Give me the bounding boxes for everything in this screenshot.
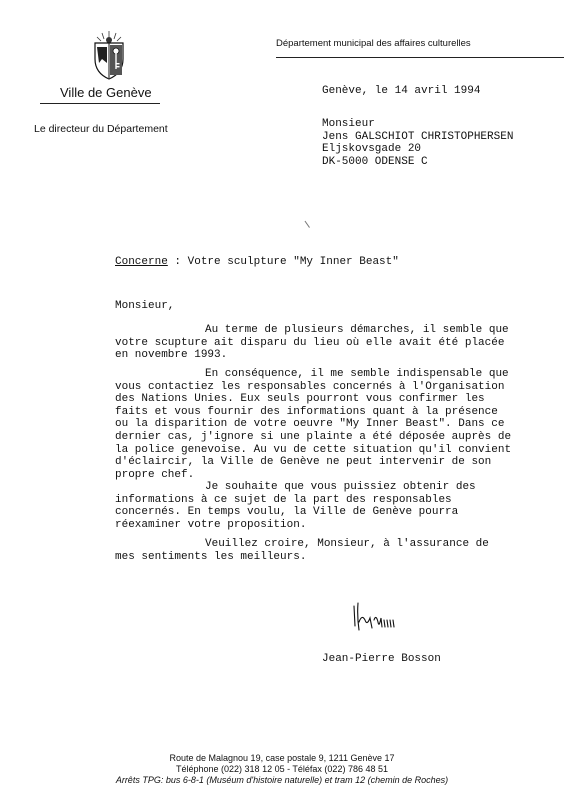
- date-line: Genève, le 14 avril 1994: [322, 85, 481, 97]
- paragraph-line: faits et vous fournir des informations quant à la présence: [115, 405, 498, 418]
- paragraph-line: des Nations Unies. Eux seuls pourront vous confirmer les: [115, 393, 485, 406]
- recipient-line: Jens GALSCHIOT CHRISTOPHERSEN: [322, 130, 514, 143]
- handwritten-signature: [348, 600, 408, 640]
- paragraph-line: dernier cas, j'ignore si une plainte a été déposée auprès de: [115, 430, 512, 443]
- paragraph-line: concernés. En temps voulu, la Ville de Genève pourra: [115, 506, 459, 519]
- sender-title: Le directeur du Département: [34, 123, 168, 135]
- paragraph-3: [115, 481, 476, 531]
- paragraph-line: en novembre 1993.: [115, 349, 228, 362]
- paragraph-line: réexaminer votre proposition.: [115, 518, 307, 531]
- paragraph-line: ou la disparition de votre oeuvre "My Inner Beast". Dans ce: [115, 418, 505, 431]
- paragraph-line: Au terme de plusieurs démarches, il semble que: [205, 324, 509, 336]
- recipient-address: [322, 118, 513, 168]
- signer-name: Jean-Pierre Bosson: [322, 653, 441, 665]
- subject-label: Concerne: [115, 256, 168, 268]
- paragraph-line: vous contactiez les responsables concernés à l'Organisation: [115, 380, 505, 393]
- closing-paragraph: [115, 538, 489, 563]
- department-rule: [276, 57, 564, 58]
- paragraph-line: Je souhaite que vous puissiez obtenir des: [205, 481, 476, 493]
- city-rule: [40, 103, 160, 104]
- paragraph-line: d'éclaircir, la Ville de Genève ne peut intervenir de son: [115, 456, 492, 469]
- paragraph-line: mes sentiments les meilleurs.: [115, 550, 307, 563]
- paragraph-line: Veuillez croire, Monsieur, à l'assurance de: [205, 538, 489, 550]
- subject-text: : Votre sculpture "My Inner Beast": [167, 256, 399, 268]
- city-name: Ville de Genève: [60, 85, 152, 100]
- paragraph-line: informations à ce sujet de la part des responsables: [115, 493, 452, 506]
- subject-line: [115, 256, 399, 268]
- paragraph-line: propre chef.: [115, 468, 195, 481]
- recipient-line: Monsieur: [322, 118, 375, 130]
- department-title: Département municipal des affaires culturelles: [276, 38, 471, 49]
- recipient-line: Eljskovsgade 20: [322, 143, 422, 155]
- paragraph-line: votre scupture ait disparu du lieu où elle avait été placée: [115, 336, 505, 349]
- geneva-coat-of-arms-icon: [89, 29, 129, 81]
- footer-address: Route de Malagnou 19, case postale 9, 1211 Genève 17: [169, 753, 395, 763]
- paragraph-2: [115, 368, 512, 481]
- salutation: Monsieur,: [115, 300, 175, 312]
- recipient-line: DK-5000 ODENSE C: [322, 155, 428, 168]
- footer-transport: Arrêts TPG: bus 6-8-1 (Muséum d'histoire naturelle) et tram 12 (chemin de Roches): [115, 775, 449, 785]
- footer-phone: Téléphone (022) 318 12 05 - Téléfax (022) 786 48 51: [176, 764, 388, 774]
- fold-mark: [305, 216, 317, 228]
- paragraph-line: la police genevoise. Au vu de cette situation qu'il convient: [115, 443, 512, 456]
- paragraph-line: En conséquence, il me semble indispensable que: [205, 368, 509, 380]
- paragraph-1: [115, 324, 509, 362]
